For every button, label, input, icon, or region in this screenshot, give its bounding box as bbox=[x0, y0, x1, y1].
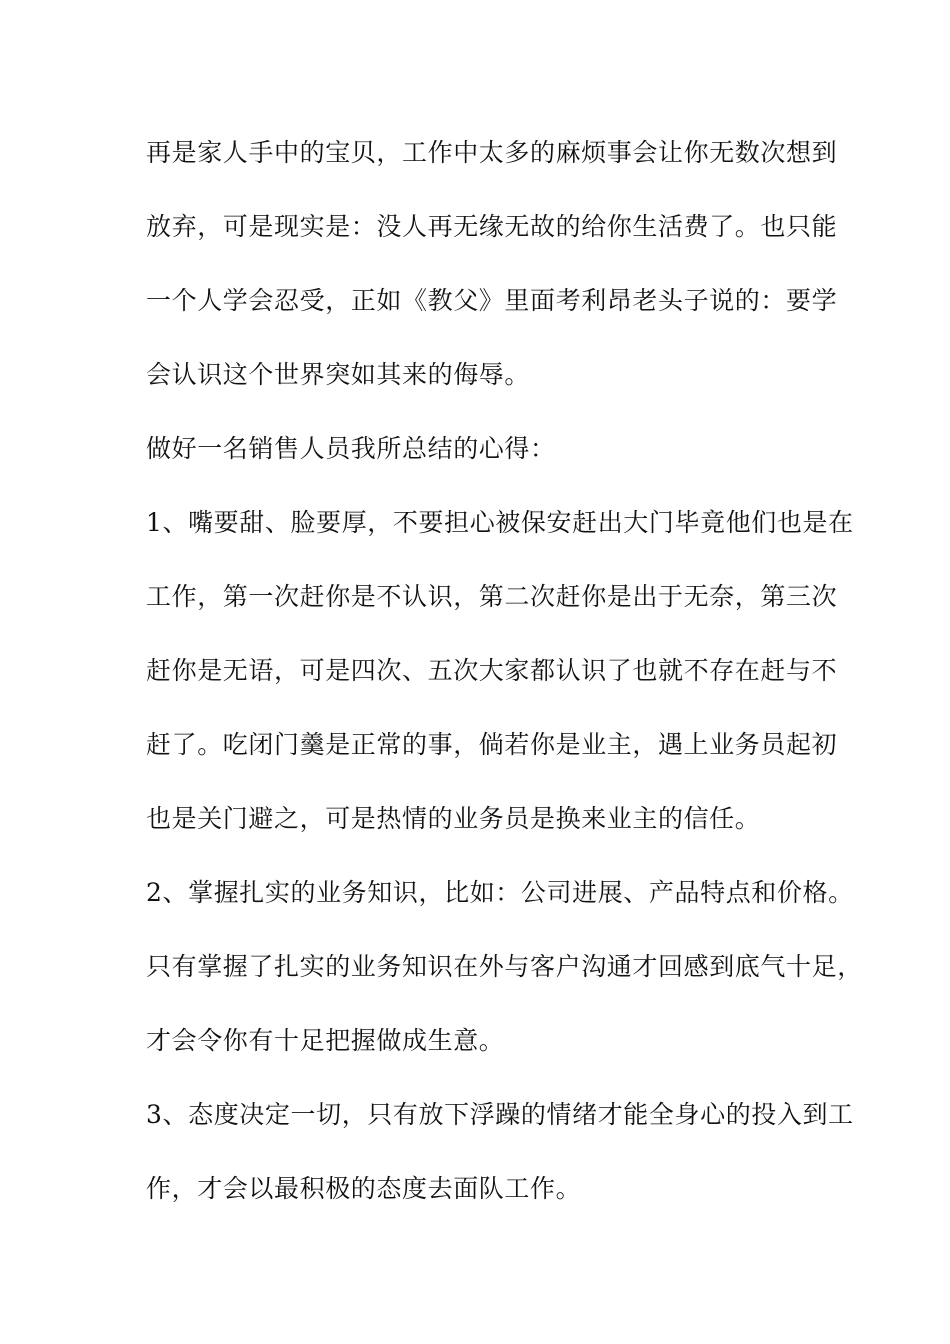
list-item-2-line: 只有掌握了扎实的业务知识在外与客户沟通才回感到底气十足， bbox=[146, 952, 863, 981]
text-line: 放弃，可是现实是：没人再无缘无故的给你生活费了。也只能 bbox=[146, 212, 838, 241]
list-item-3-line: 作，才会以最积极的态度去面队工作。 bbox=[146, 1174, 582, 1203]
list-item-1-line: 赶你是无语，可是四次、五次大家都认识了也就不存在赶与不 bbox=[146, 656, 838, 685]
list-item-1-line: 赶了。吃闭门羹是正常的事，倘若你是业主，遇上业务员起初 bbox=[146, 730, 838, 759]
section-heading: 做好一名销售人员我所总结的心得： bbox=[146, 434, 556, 463]
text-line: 会认识这个世界突如其来的侮辱。 bbox=[146, 360, 531, 389]
list-item-1-line: 1、嘴要甜、脸要厚，不要担心被保安赶出大门毕竟他们也是在 bbox=[146, 508, 854, 537]
list-item-1-line: 工作，第一次赶你是不认识，第二次赶你是出于无奈，第三次 bbox=[146, 582, 838, 611]
list-item-1-line: 也是关门避之，可是热情的业务员是换来业主的信任。 bbox=[146, 804, 761, 833]
text-line: 再是家人手中的宝贝，工作中太多的麻烦事会让你无数次想到 bbox=[146, 138, 838, 167]
list-item-2-line: 才会令你有十足把握做成生意。 bbox=[146, 1026, 505, 1055]
list-item-2-line: 2、掌握扎实的业务知识，比如：公司进展、产品特点和价格。 bbox=[146, 878, 854, 907]
list-item-3-line: 3、态度决定一切，只有放下浮躁的情绪才能全身心的投入到工 bbox=[146, 1100, 854, 1129]
text-line: 一个人学会忍受，正如《教父》里面考利昂老头子说的：要学 bbox=[146, 286, 838, 315]
